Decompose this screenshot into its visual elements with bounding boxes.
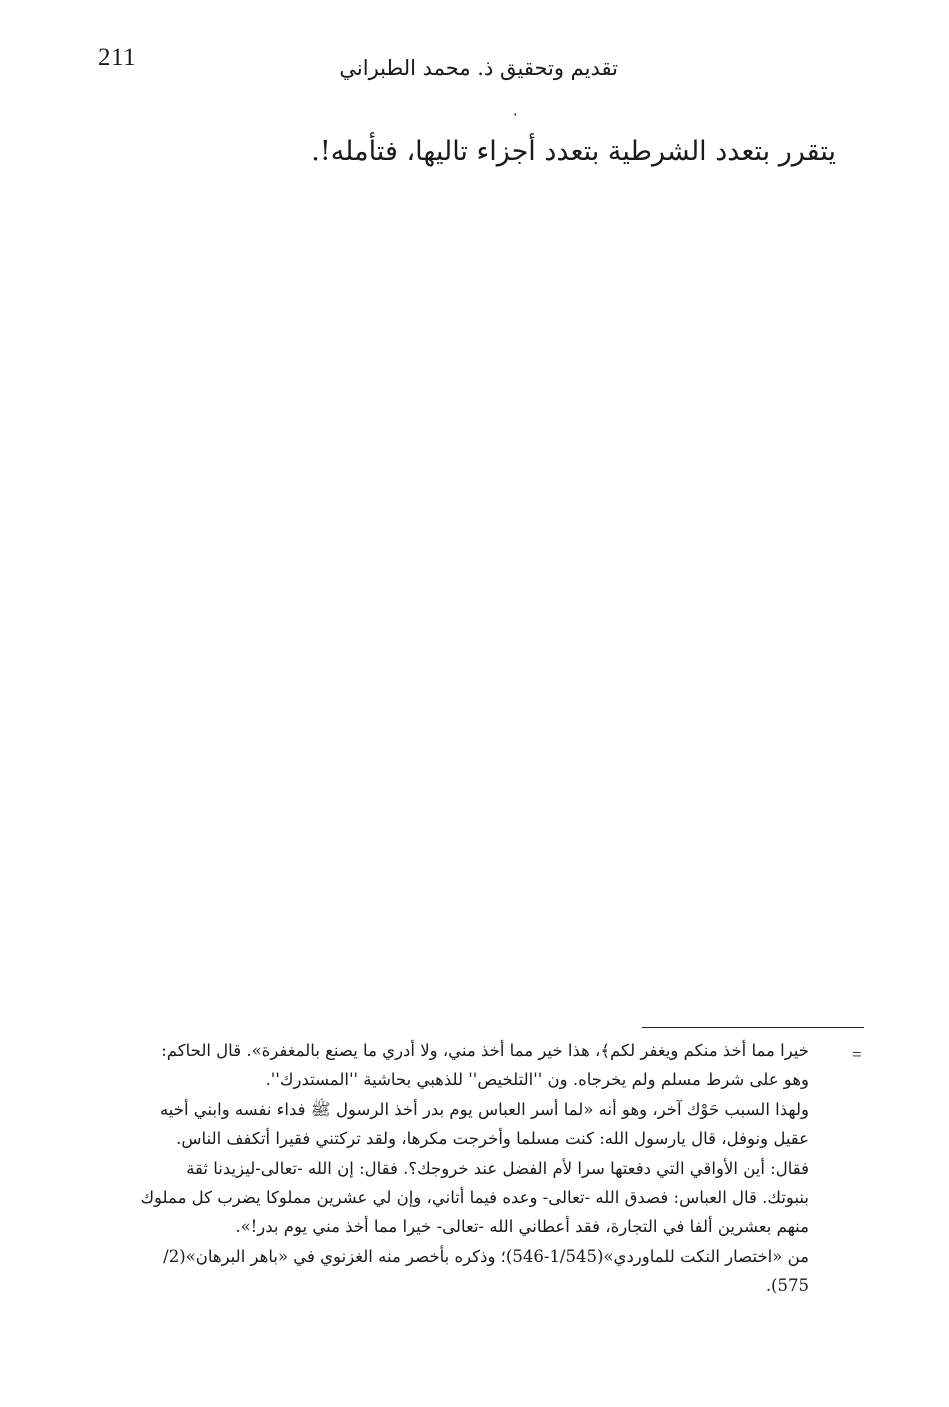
footnote-continuation-marker: = xyxy=(852,1045,862,1064)
footnote-line: بنبوتك. قال العباس: فصدق الله -تعالى- وعده فيما أتاني، وإن لي عشرين مملوكا يضرب كل مملوك xyxy=(140,1188,809,1208)
footnote-line: ولهذا السبب حَوْك آخر، وهو أنه «لما أسر العباس يوم بدر أخذ الرسول ﷺ فداء نفسه وابني أخيه xyxy=(159,1099,809,1119)
page-number: 211 xyxy=(98,44,137,71)
footnote-line: خيرا مما أخذ منكم ويغفر لكم﴾، هذا خير مما أخذ مني، ولا أدري ما يصنع بالمغفرة». قال الحاكم: xyxy=(161,1041,809,1060)
header-dot: ٠ xyxy=(511,104,520,123)
running-header: تقديم وتحقيق ذ. محمد الطبراني xyxy=(339,56,618,80)
footnote-line: عقيل ونوفل، قال يارسول الله: كنت مسلما وأخرجت مكرها، ولقد تركتني فقيرا أتكفف الناس. xyxy=(176,1129,809,1149)
footnote-separator xyxy=(642,1027,864,1028)
footnote-line: وهو على شرط مسلم ولم يخرجاه. ون ''التلخيص'' للذهبي بحاشية ''المستدرك''. xyxy=(265,1070,809,1090)
body-paragraph: يتقرر بتعدد الشرطية بتعدد أجزاء تاليها، فتأمله!. xyxy=(311,136,836,167)
footnote-line: فقال: أين الأواقي التي دفعتها سرا لأم الفضل عند خروجك؟. فقال: إن الله -تعالى-ليزيدنا ثقة xyxy=(186,1158,809,1178)
footnote xyxy=(104,1036,809,1301)
footnote-line: 575). xyxy=(765,1276,809,1296)
footnote-line: من «اختصار النكت للماوردي»(1/545-546)؛ وذكره بأخصر منه الغزنوي في «باهر البرهان»(2/ xyxy=(163,1246,809,1266)
footnote-line: منهم بعشرين ألفا في التجارة، فقد أعطاني الله -تعالى- خيرا مما أخذ مني يوم بدر!». xyxy=(235,1217,809,1237)
